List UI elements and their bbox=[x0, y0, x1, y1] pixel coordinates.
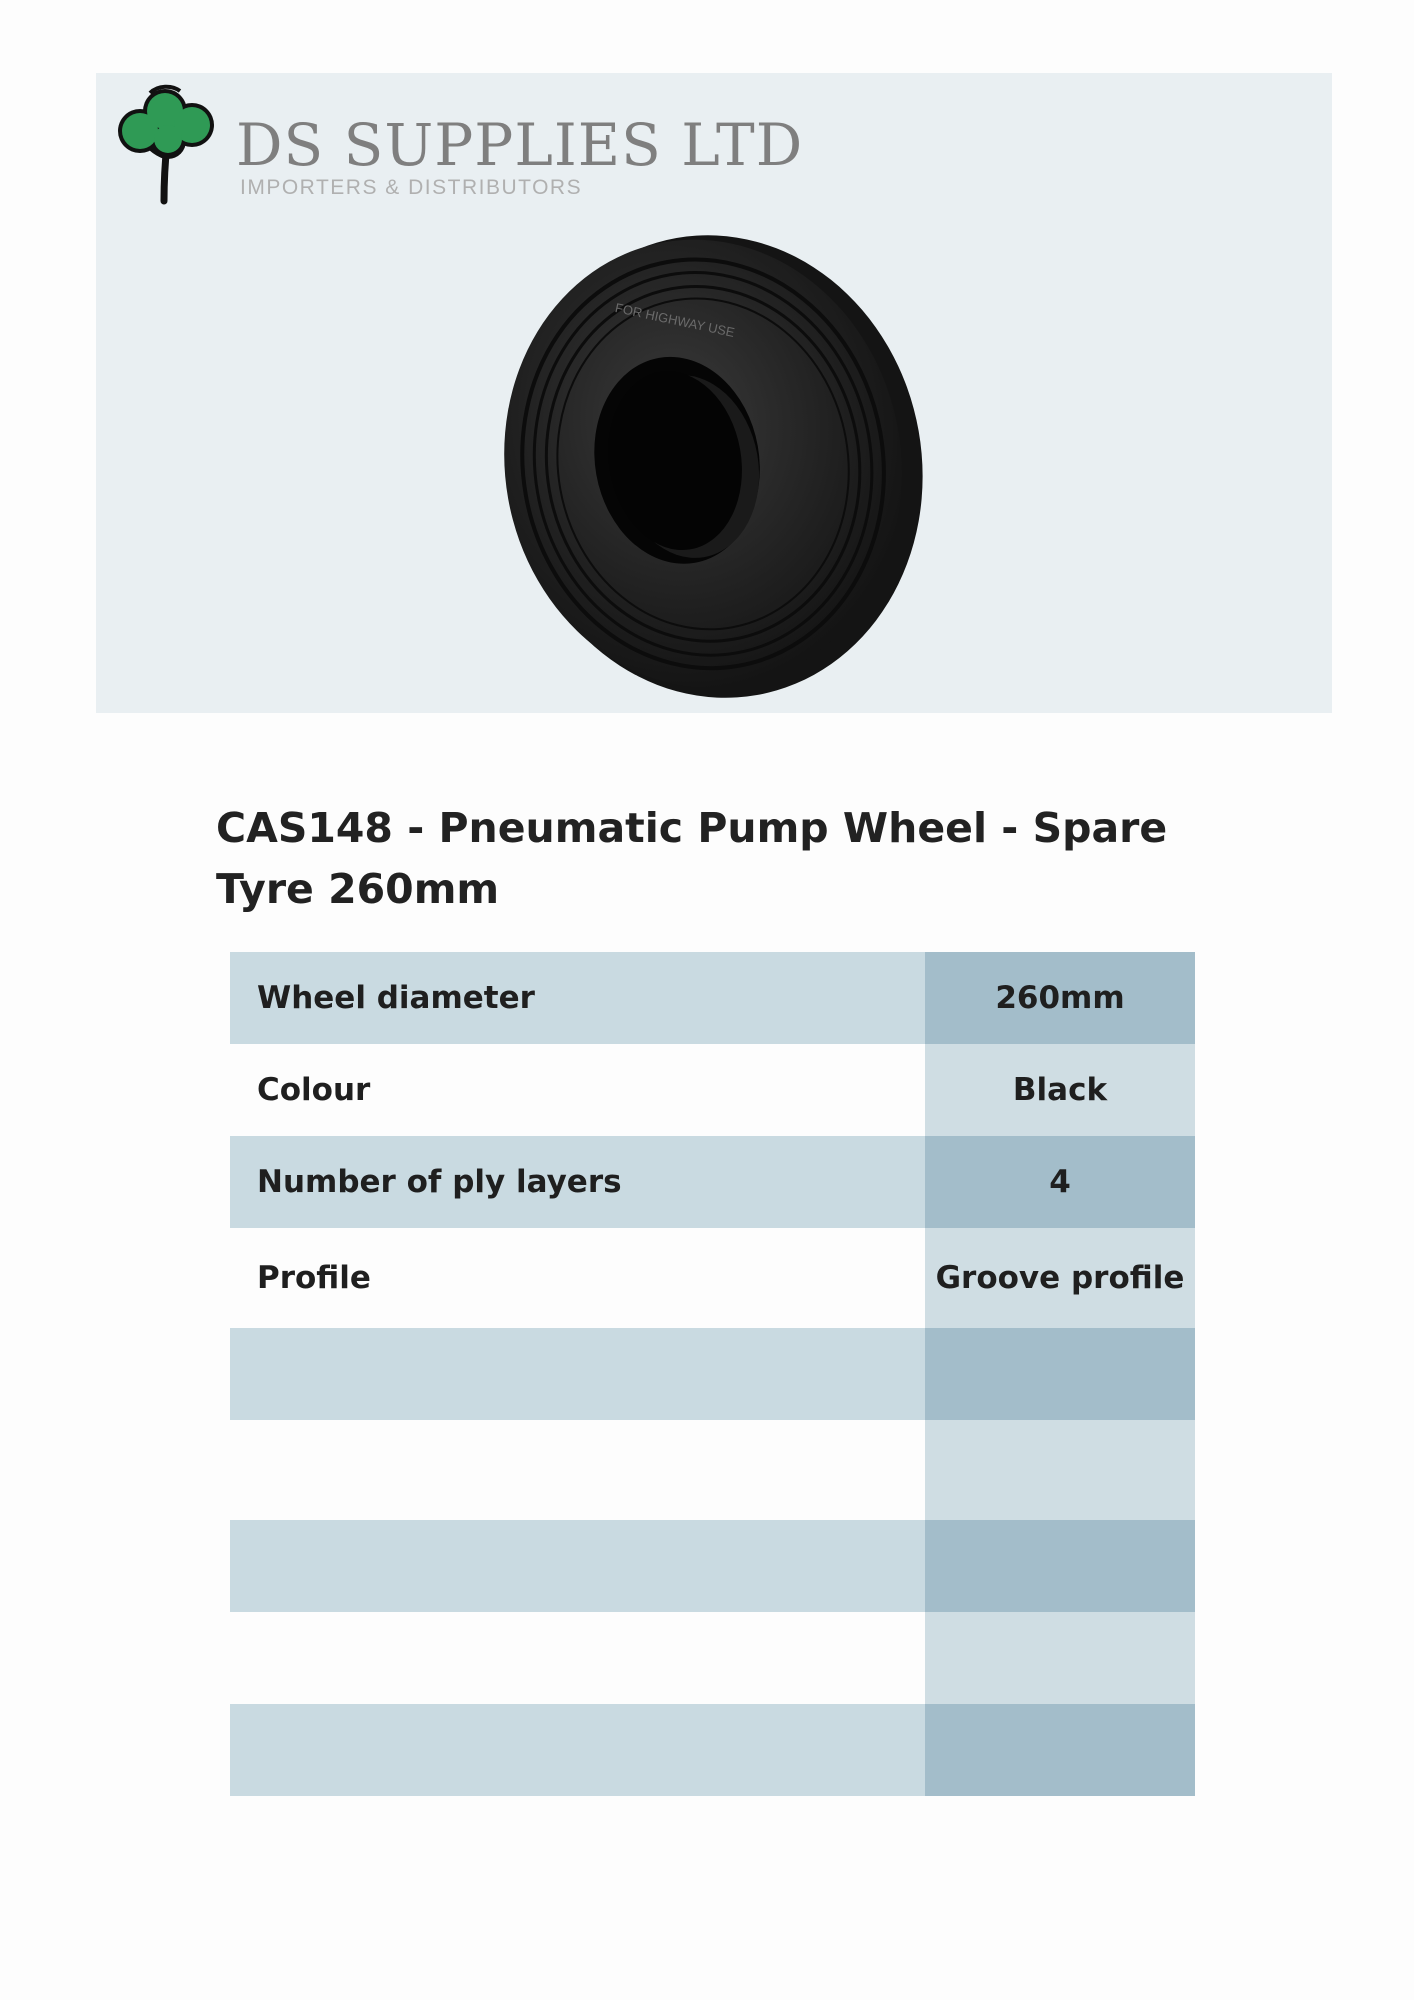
spec-value bbox=[925, 1520, 1195, 1612]
table-row bbox=[230, 1328, 1195, 1420]
spec-label: Colour bbox=[230, 1044, 925, 1136]
table-row bbox=[230, 1520, 1195, 1612]
table-row bbox=[230, 952, 1195, 1044]
tyre-marking: FOR HIGHWAY USE bbox=[613, 300, 736, 341]
spec-label bbox=[230, 1420, 925, 1520]
spec-label: Wheel diameter bbox=[230, 952, 925, 1044]
spec-label: Profile bbox=[230, 1228, 925, 1328]
table-row bbox=[230, 1044, 1195, 1136]
table-row bbox=[230, 1420, 1195, 1520]
product-title: CAS148 - Pneumatic Pump Wheel - Spare Tyre 260mm bbox=[216, 804, 1168, 913]
table-row bbox=[230, 1136, 1195, 1228]
spec-value: 4 bbox=[925, 1136, 1195, 1228]
table-row bbox=[230, 1704, 1195, 1796]
spec-table bbox=[230, 952, 1195, 1796]
spec-label: Number of ply layers bbox=[230, 1136, 925, 1228]
spec-value bbox=[925, 1328, 1195, 1420]
spec-value bbox=[925, 1420, 1195, 1520]
table-row bbox=[230, 1612, 1195, 1704]
header-banner bbox=[96, 73, 1332, 713]
spec-value: 260mm bbox=[925, 952, 1195, 1044]
tree-icon bbox=[110, 83, 220, 205]
tyre-image bbox=[488, 223, 928, 703]
spec-value: Black bbox=[925, 1044, 1195, 1136]
spec-label bbox=[230, 1704, 925, 1796]
spec-label bbox=[230, 1612, 925, 1704]
spec-value: Groove profile bbox=[925, 1228, 1195, 1328]
company-tagline: IMPORTERS & DISTRIBUTORS bbox=[240, 176, 583, 199]
table-row bbox=[230, 1228, 1195, 1328]
spec-value bbox=[925, 1612, 1195, 1704]
spec-label bbox=[230, 1520, 925, 1612]
company-name: DS SUPPLIES LTD bbox=[236, 111, 804, 179]
spec-value bbox=[925, 1704, 1195, 1796]
spec-label bbox=[230, 1328, 925, 1420]
